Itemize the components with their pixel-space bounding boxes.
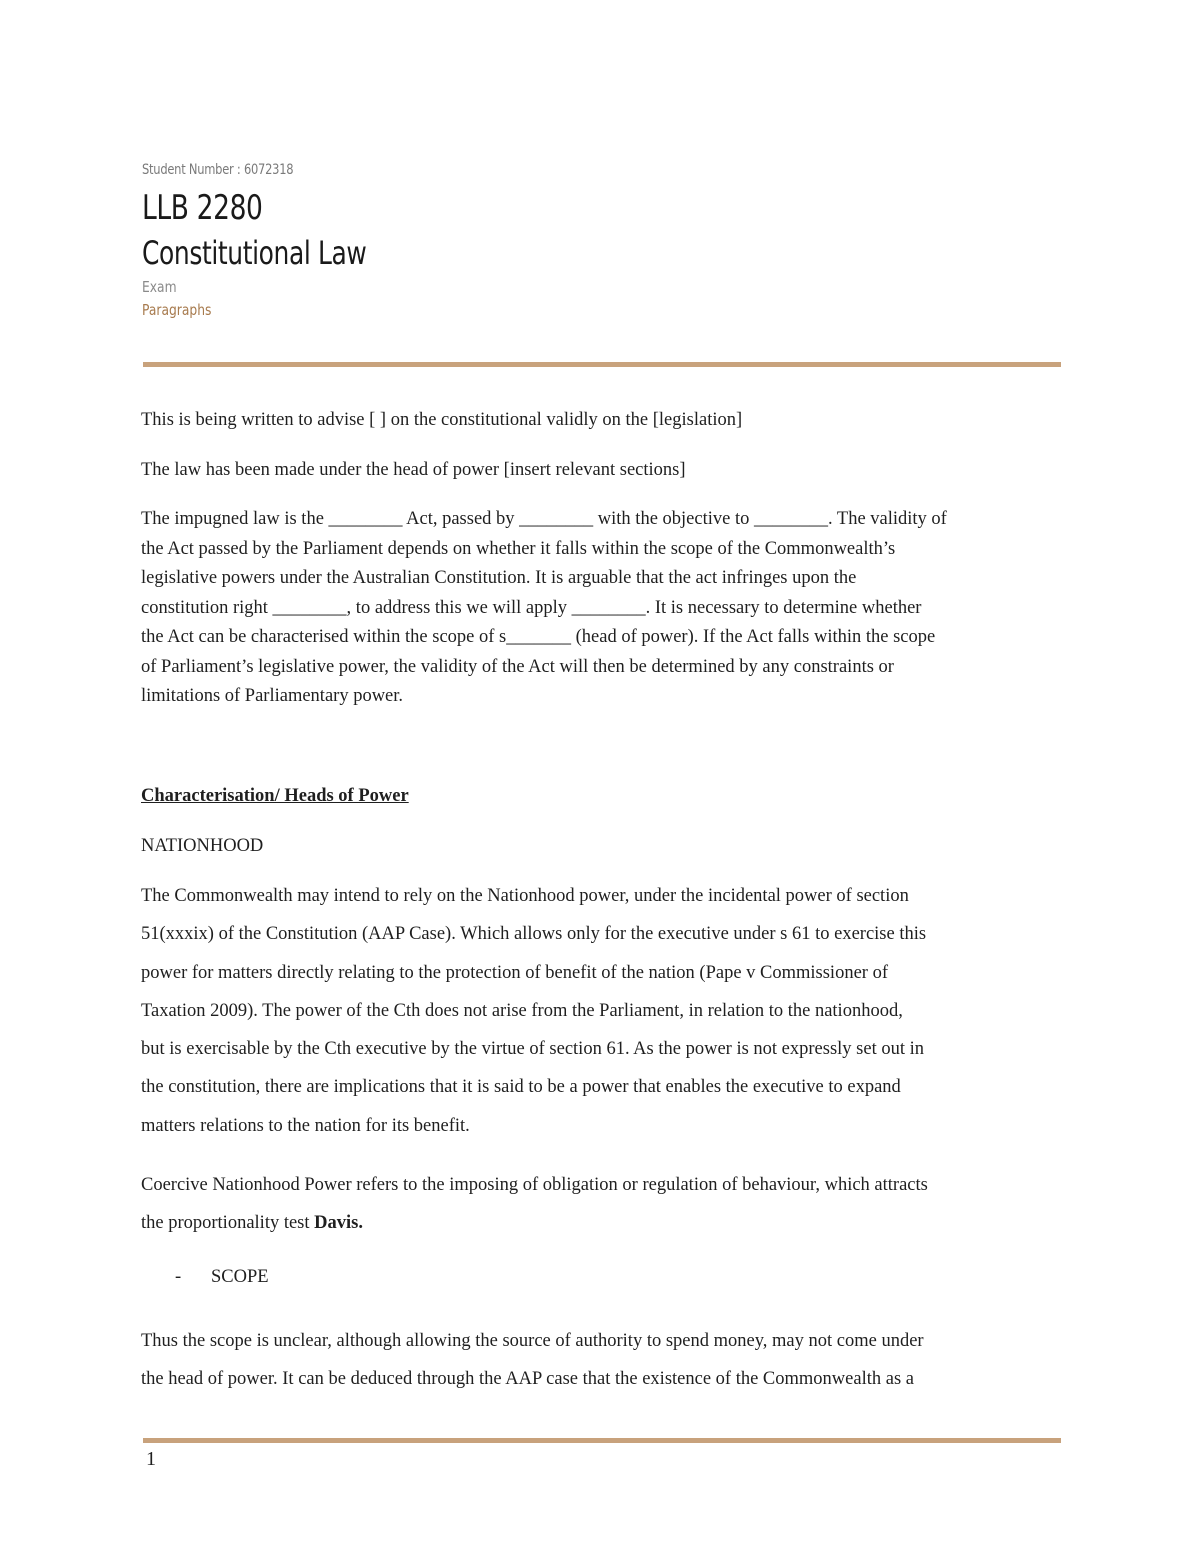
case-name-davis: Davis. <box>314 1213 363 1234</box>
section-subheading: NATIONHOOD <box>141 836 264 856</box>
coercive-paragraph-line: Coercive Nationhood Power refers to the imposing of obligation or regulation of behaviour, which attracts <box>141 1175 928 1195</box>
intro-line-1: This is being written to advise [ ] on the constitutional validly on the [legislation] <box>141 410 743 430</box>
document-header <box>142 160 1062 322</box>
coercive-paragraph <box>141 1166 1061 1243</box>
nationhood-paragraph-line: power for matters directly relating to the protection of benefit of the nation (Pape v Commissioner of <box>141 962 888 983</box>
intro-paragraph-line: limitations of Parliamentary power. <box>141 686 404 706</box>
bullet-dash: - <box>175 1267 182 1287</box>
nationhood-paragraph-line: matters relations to the nation for its benefit. <box>141 1115 470 1136</box>
nationhood-paragraph-line: Taxation 2009). The power of the Cth does not arise from the Parliament, in relation to the nationhood, <box>141 1000 903 1021</box>
footer-divider <box>143 1438 1061 1443</box>
intro-paragraph-line: of Parliament’s legislative power, the validity of the Act will then be determined by any constraints or <box>141 656 894 677</box>
intro-paragraph-line: legislative powers under the Australian Constitution. It is arguable that the act infringes upon the <box>141 568 857 588</box>
nationhood-paragraph-line: 51(xxxix) of the Constitution (AAP Case). Which allows only for the executive under s 61 to exercise this <box>141 924 927 945</box>
course-code: LLB 2280 <box>142 188 263 228</box>
intro-line-2: The law has been made under the head of power [insert relevant sections] <box>141 460 686 480</box>
nationhood-paragraph-line: the constitution, there are implications that it is said to be a power that enables the executive to expand <box>141 1077 901 1098</box>
section-heading-block <box>141 782 1061 812</box>
scope-paragraph-line: Thus the scope is unclear, although allowing the source of authority to spend money, may not come under <box>141 1331 924 1351</box>
header-divider <box>143 362 1061 367</box>
bullet-text: SCOPE <box>211 1267 269 1287</box>
nationhood-paragraph-line: but is exercisable by the Cth executive by the virtue of section 61. As the power is not expressly set out in <box>141 1039 924 1060</box>
intro-paragraph-line: constitution right ________, to address this we will apply ________. It is necessary to determine whether <box>141 597 922 618</box>
intro-line-2-block <box>141 456 1061 486</box>
bullet-item <box>141 1263 1061 1293</box>
course-title: Constitutional Law <box>142 234 367 272</box>
document-type: Exam <box>142 278 177 296</box>
scope-paragraph-line: the head of power. It can be deduced through the AAP case that the existence of the Commonwealth as a <box>141 1369 914 1390</box>
intro-paragraph-line: The impugned law is the ________ Act, passed by ________ with the objective to ________. The validity of <box>141 509 947 529</box>
intro-paragraph-line: the Act passed by the Parliament depends on whether it falls within the scope of the Commonwealth’s <box>141 538 896 559</box>
nationhood-paragraph-line: The Commonwealth may intend to rely on the Nationhood power, under the incidental power of section <box>141 886 909 906</box>
section-heading: Characterisation/ Heads of Power <box>141 786 409 806</box>
page-number: 1 <box>146 1448 156 1470</box>
intro-paragraph-line: the Act can be characterised within the scope of s_______ (head of power). If the Act falls within the scope <box>141 627 936 647</box>
scope-bullet <box>141 1263 1061 1293</box>
intro-line-1-block <box>141 406 1061 436</box>
intro-paragraph <box>141 505 1061 712</box>
coercive-paragraph-line <box>141 1204 1061 1242</box>
coercive-text: the proportionality test <box>141 1213 315 1234</box>
section-subheading-block <box>141 832 1061 862</box>
scope-paragraph <box>141 1322 1061 1399</box>
student-number: Student Number : 6072318 <box>142 162 294 178</box>
document-subtype: Paragraphs <box>142 301 212 319</box>
nationhood-paragraph <box>141 877 1061 1145</box>
